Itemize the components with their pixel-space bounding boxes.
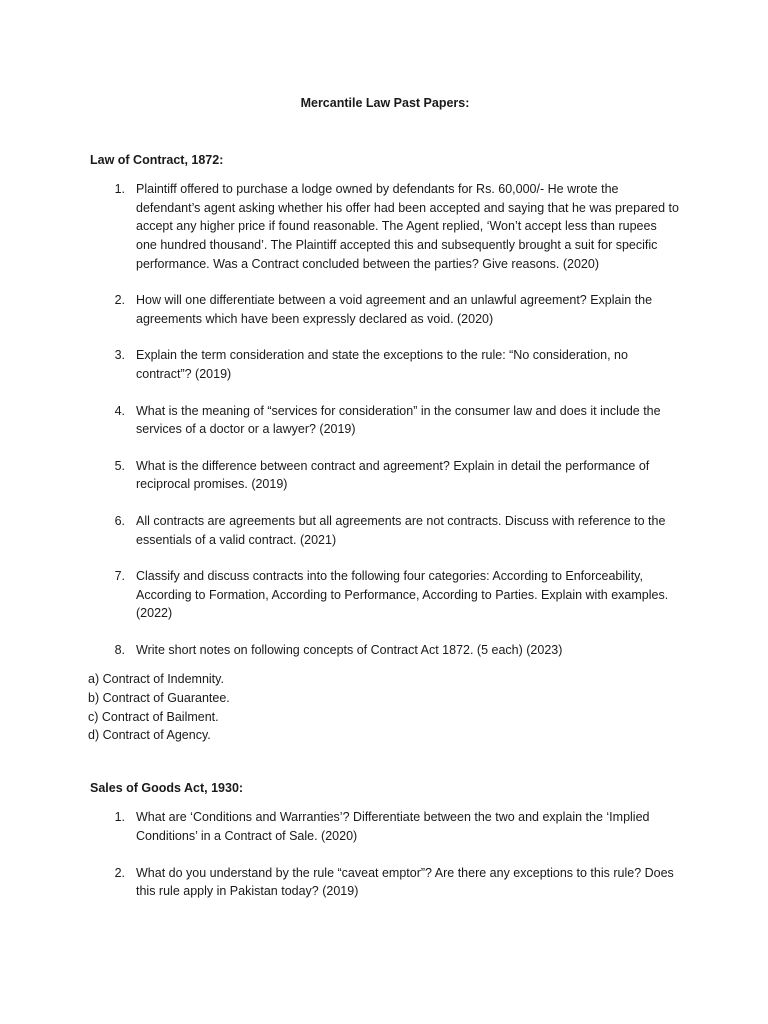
section-sales-of-goods [90,779,680,901]
sub-item: a) Contract of Indemnity. [88,672,224,687]
question-text: What do you understand by the rule “caveat emptor”? Are there any exceptions to this rule? Does this rule apply in Pakistan today? (2019) [136,865,674,899]
question-text: Explain the term consideration and state the exceptions to the rule: “No consideration, no contract”? (2019) [136,348,628,381]
question-list [90,808,680,900]
question-item [90,864,680,901]
question-text: Write short notes on following concepts of Contract Act 1872. (5 each) (2023) [136,642,563,657]
question-text: What is the difference between contract and agreement? Explain in detail the performance of reciprocal promises. (2019) [136,458,650,492]
question-text: Classify and discuss contracts into the following four categories: According to Enforceability, According to Formation, According to Performance, According to Parties. Explain with examples. (2022) [136,569,669,621]
question-list [90,180,680,659]
sub-item: c) Contract of Bailment. [88,709,219,724]
question-text: All contracts are agreements but all agreements are not contracts. Discuss with reference to the essentials of a valid contract. (2021) [136,513,666,547]
question-item [90,641,680,660]
question-number: 6. [114,513,125,528]
question-number: 2. [114,865,125,880]
question-item [90,291,680,328]
document-title: Mercantile Law Past Papers: [300,96,470,110]
question-text: Plaintiff offered to purchase a lodge owned by defendants for Rs. 60,000/- He wrote the defendant’s agent asking whether his offer had been accepted and saying that he was prepared to accept any higher price if found reasonable. The Agent replied, ‘Won’t accept less than rupees one hundred thousand’. The Plaintiff accepted this and subsequently brought a suit for specific performance. Was a Contract concluded between the parties? Give reasons. (2020) [136,182,679,271]
question-number: 5. [114,458,125,473]
question-item [90,402,680,439]
question-number: 2. [114,293,125,308]
question-item [90,346,680,383]
question-number: 1. [114,182,125,197]
question-text: What is the meaning of “services for consideration” in the consumer law and does it include the services of a doctor or a lawyer? (2019) [136,403,661,437]
section-heading: Sales of Goods Act, 1930: [90,780,244,795]
question-number: 1. [114,810,125,825]
sub-item-list [88,670,680,744]
question-item [90,512,680,549]
question-item [90,180,680,273]
question-item [90,808,680,845]
section-law-of-contract [90,151,680,745]
question-number: 7. [114,569,125,584]
question-item [90,567,680,623]
question-number: 3. [114,348,125,363]
sub-item: d) Contract of Agency. [88,728,211,743]
question-number: 4. [114,403,125,418]
question-text: How will one differentiate between a void agreement and an unlawful agreement? Explain the agreements which have been expressly declared as void. (2020) [136,293,653,326]
question-number: 8. [114,642,125,657]
question-text: What are ‘Conditions and Warranties’? Differentiate between the two and explain the ‘Implied Conditions’ in a Contract of Sale. (2020) [136,810,650,844]
sub-item: b) Contract of Guarantee. [88,691,230,706]
section-heading: Law of Contract, 1872: [90,152,224,167]
question-item [90,457,680,494]
